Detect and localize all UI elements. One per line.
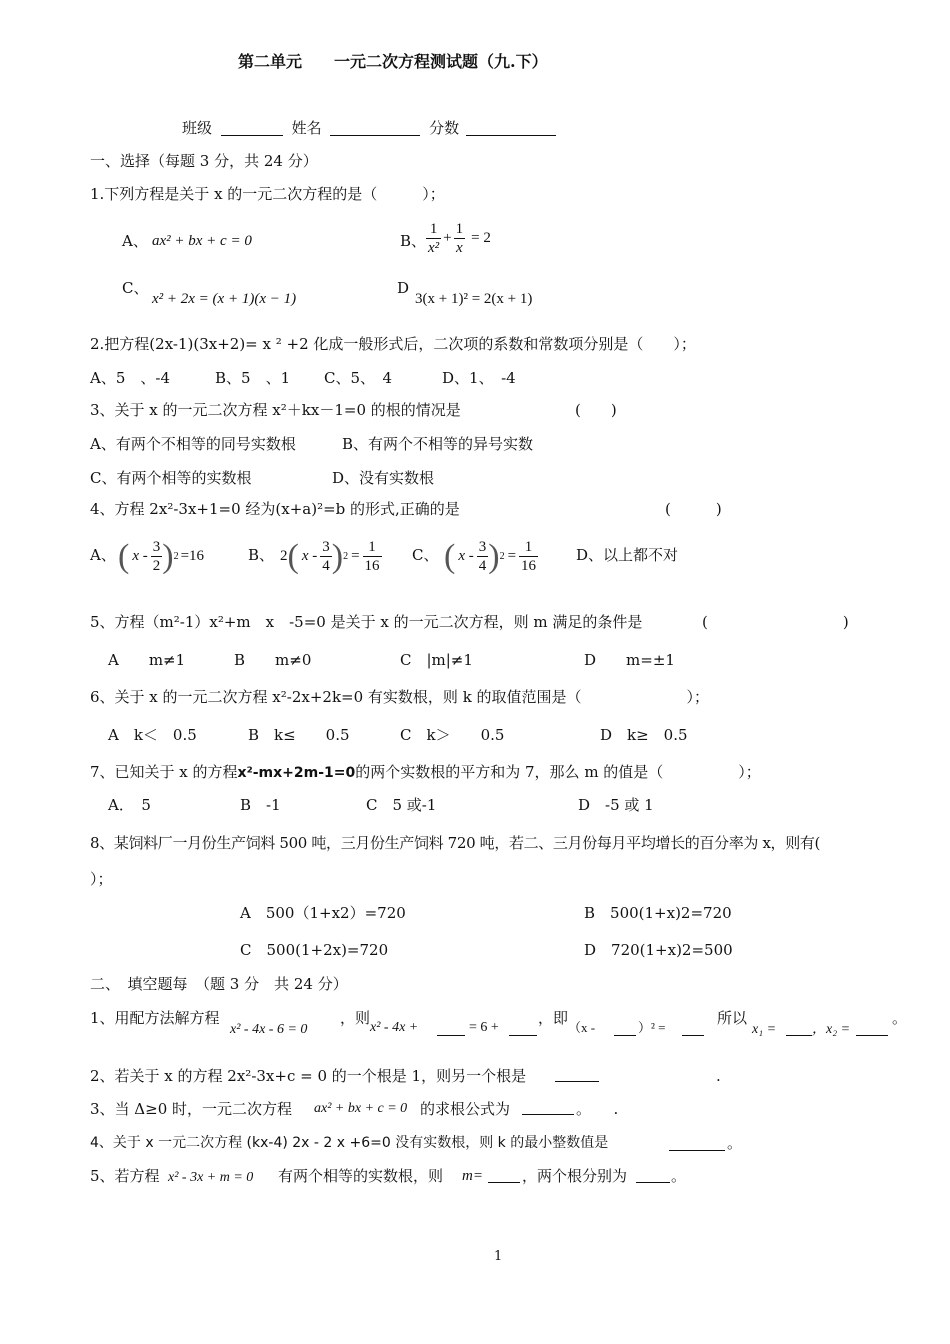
f1-expr3: （x -: [568, 1020, 596, 1035]
q2-option-a: A、5 、-4: [90, 369, 170, 387]
q3-option-d: D、没有实数根: [332, 469, 435, 487]
q1-option-a-label: A、: [122, 232, 148, 250]
f1-blank-3[interactable]: [614, 1021, 636, 1036]
q5-answer-paren: ( ): [702, 613, 849, 631]
f1-expr2: x² - 4x +: [370, 1020, 419, 1035]
page-number: 1: [494, 1249, 503, 1264]
f4-blank[interactable]: [669, 1136, 725, 1151]
q5-option-c: C |m|≠1: [400, 651, 473, 669]
q1-b-fraction-2: $\frac{1}{x}$: [455, 221, 464, 256]
q4-option-a-expr: ( x - $\frac{3}{2}$ ) 2 =16: [118, 537, 205, 575]
q7-option-a: A． 5: [108, 796, 151, 814]
q5-stem: 5、方程（m²-1）x²+m x -5=0 是关于 x 的一元二次方程，则 m 满足的条件是: [90, 613, 643, 631]
f5-equation: x² - 3x + m = 0: [168, 1170, 254, 1185]
q6-option-b: B k≤ 0.5: [248, 726, 350, 744]
q8-option-a: A 500（1+x2）=720: [240, 904, 406, 922]
q4-option-c-label: C、: [412, 546, 439, 564]
q3-option-b: B、有两个不相等的异号实数: [342, 435, 534, 453]
q8-option-d: D 720(1+x)2=500: [584, 941, 733, 959]
q6-stem: 6、关于 x 的一元二次方程 x²-2x+2k=0 有实数根，则 k 的取值范围是（ ）；: [90, 688, 710, 706]
q2-stem: 2.把方程(2x-1)(3x+2)= x ² +2 化成一般形式后，二次项的系数和常数项分别是（ ）；: [90, 335, 696, 353]
score-field[interactable]: [466, 121, 556, 136]
q5-option-d: D m=±1: [584, 651, 675, 669]
q5-option-a: A m≠1: [108, 651, 186, 669]
f3-end: 。 .: [576, 1100, 619, 1118]
q3-option-c: C、有两个相等的实数根: [90, 469, 252, 487]
q1-b-fraction-1: $\frac{1}{\text{x²}}$: [428, 221, 440, 256]
f1-so: 所以: [717, 1009, 748, 1027]
f1-blank-2[interactable]: [509, 1021, 537, 1036]
f1-expr3b: ）² =: [638, 1020, 666, 1035]
q2-option-c: C、5、 4: [324, 369, 393, 387]
section1-heading: 一、选择（每题 3 分，共 24 分）: [90, 152, 318, 170]
q1-option-a-expr: ax² + bx + c = 0: [152, 233, 252, 249]
f3-post: 的求根公式为: [420, 1100, 511, 1118]
f1-equation: x² - 4x - 6 = 0: [230, 1022, 308, 1037]
q4-option-c-expr: ( x - $\frac{3}{4}$ ) 2 = $\frac{1}{16}$: [444, 537, 537, 575]
f3-prefix: 3、当 Δ≥0 时，一元二次方程: [90, 1100, 293, 1118]
f3-equation: ax² + bx + c = 0: [314, 1101, 408, 1116]
q1-option-d-label: D: [397, 279, 410, 297]
q2-option-b: B、5 、1: [215, 369, 291, 387]
f5-prefix: 5、若方程: [90, 1167, 160, 1185]
f1-eq2: = 6 +: [469, 1020, 499, 1035]
f1-prefix: 1、用配方法解方程: [90, 1009, 220, 1027]
f1-blank-x2[interactable]: [856, 1021, 888, 1036]
q4-option-b-label: B、: [248, 546, 275, 564]
score-label: 分数: [429, 119, 460, 137]
q1-stem: 1.下列方程是关于 x 的一元二次方程的是（ ）；: [90, 185, 445, 203]
f1-x1: x₁ =: [752, 1022, 777, 1037]
f1-end: 。: [892, 1009, 908, 1027]
class-label: 班级: [182, 119, 213, 137]
q6-option-d: D k≥ 0.5: [600, 726, 688, 744]
f2-blank[interactable]: [555, 1067, 599, 1082]
q7-option-c: C 5 或-1: [366, 796, 437, 814]
f4-end: 。: [727, 1134, 743, 1152]
header-line: [182, 121, 556, 136]
f5-blank-m[interactable]: [488, 1168, 520, 1183]
name-field[interactable]: [330, 121, 420, 136]
q1-option-c-label: C、: [122, 279, 149, 297]
q8-option-b: B 500(1+x)2=720: [584, 904, 732, 922]
q4-option-a-label: A、: [90, 546, 116, 564]
f1-ie: ，即: [538, 1009, 569, 1027]
q4-option-b-expr: 2 ( x - $\frac{3}{4}$ ) 2 = $\frac{1}{16}$: [280, 537, 380, 575]
q1-option-c-expr: x² + 2x = (x + 1)(x − 1): [152, 291, 297, 307]
f5-mid2: ，两个根分别为: [522, 1167, 628, 1185]
f2-dot: .: [716, 1067, 721, 1085]
q8-stem-end: ）；: [90, 870, 113, 888]
f5-end: 。: [671, 1167, 687, 1185]
q4-option-d: D、以上都不对: [576, 546, 679, 564]
q2-option-d: D、1、 -4: [442, 369, 516, 387]
q7-option-b: B -1: [240, 796, 281, 814]
name-label: 姓名: [291, 119, 322, 137]
f5-m: m=: [462, 1168, 483, 1184]
section2-heading: 二、 填空题每 （题 3 分 共 24 分）: [90, 975, 348, 993]
q1-option-b-label: B、: [400, 232, 427, 250]
page-title: 第二单元 一元二次方程测试题（九.下）: [238, 52, 548, 71]
q6-option-c: C k＞ 0.5: [400, 726, 505, 744]
q5-option-b: B m≠0: [234, 651, 312, 669]
q4-stem: 4、方程 2x²-3x+1=0 经为(x+a)²=b 的形式,正确的是: [90, 500, 460, 518]
q6-option-a: A k＜ 0.5: [108, 726, 197, 744]
f5-blank-roots[interactable]: [636, 1168, 670, 1183]
f1-blank-x1[interactable]: [786, 1021, 812, 1036]
f1-then: ，则: [340, 1009, 371, 1027]
q8-option-c: C 500(1+2x)=720: [240, 941, 389, 959]
q8-stem: 8、某饲料厂一月份生产饲料 500 吨，三月份生产饲料 720 吨，若二、三月份每月平均增长的百分率为 x，则有(: [90, 834, 821, 852]
f3-blank[interactable]: [522, 1100, 574, 1115]
class-field[interactable]: [221, 121, 283, 136]
q7-stem: 7、已知关于 x 的方程x²-mx+2m-1=0的两个实数根的平方和为 7，那么 m 的值是（ ）；: [90, 763, 761, 781]
f1-blank-1[interactable]: [437, 1021, 465, 1036]
f5-mid: 有两个相等的实数根，则: [278, 1167, 444, 1185]
f1-x2: ，x₂ =: [812, 1022, 851, 1037]
q3-answer-paren: ( ): [575, 401, 617, 419]
q1-option-d-expr: 3(x + 1)² = 2(x + 1): [415, 291, 533, 307]
q3-option-a: A、有两个不相等的同号实数根: [90, 435, 296, 453]
q4-answer-paren: ( ): [665, 500, 722, 518]
f1-blank-4[interactable]: [682, 1021, 704, 1036]
q1-option-b-expr: $\frac{1}{\text{x²}}$ + $\frac{1}{x}$ = 2: [428, 221, 491, 256]
q7-option-d: D -5 或 1: [578, 796, 654, 814]
f4-text: 4、关于 x 一元二次方程 (kx-4) 2x - 2 x +6=0 没有实数根，则 k 的最小整数值是: [90, 1135, 609, 1151]
f2-text: 2、若关于 x 的方程 2x²-3x+c = 0 的一个根是 1，则另一个根是: [90, 1067, 527, 1085]
q3-stem: 3、关于 x 的一元二次方程 x²＋kx－1=0 的根的情况是: [90, 401, 461, 419]
